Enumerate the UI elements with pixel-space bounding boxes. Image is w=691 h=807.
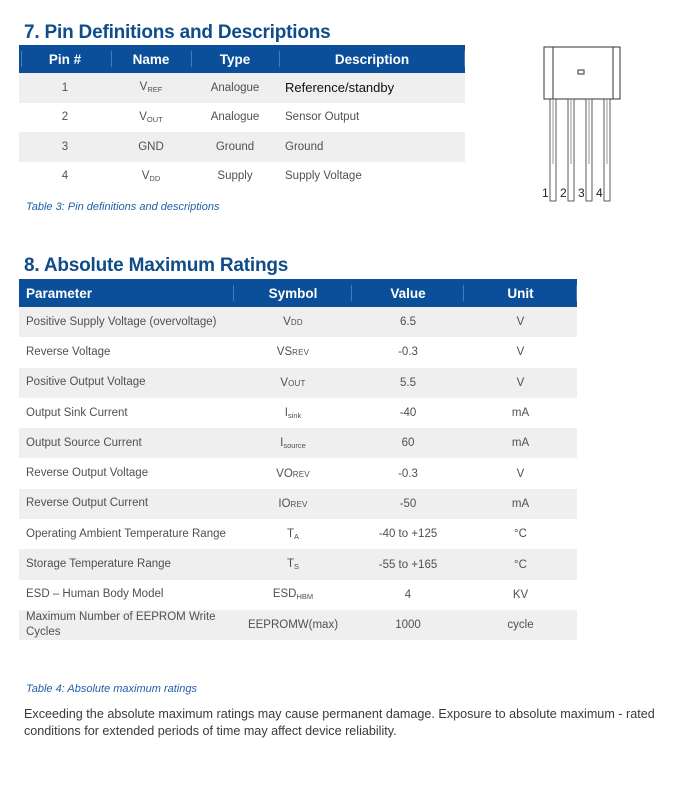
rating-value: -50 bbox=[352, 489, 464, 519]
table-row bbox=[19, 549, 577, 579]
pin-name: GND bbox=[111, 132, 191, 162]
pin-name-subscript: REF bbox=[147, 85, 163, 95]
parameter-name: Output Source Current bbox=[19, 428, 234, 458]
table-row bbox=[19, 132, 465, 162]
rating-unit: °C bbox=[514, 528, 527, 541]
rating-value: -40 to +125 bbox=[378, 528, 438, 541]
symbol-subscript: sink bbox=[287, 410, 302, 420]
pin-name: $V_{REF}$ bbox=[111, 73, 191, 103]
parameter-name: Reverse Output Current bbox=[19, 489, 234, 519]
symbol: VOUT bbox=[234, 368, 352, 398]
symbol: EEPROMW(max) bbox=[234, 610, 352, 640]
symbol-subscript: HBM bbox=[296, 592, 314, 602]
symbol-subscript: REV bbox=[292, 469, 310, 479]
rating-value: 6.5 bbox=[352, 307, 464, 337]
table-row bbox=[19, 489, 577, 519]
parameter-name: Output Sink Current bbox=[26, 406, 128, 419]
header-name: Name bbox=[111, 45, 191, 73]
pin-type: Supply bbox=[217, 170, 253, 183]
pin-description: Sensor Output bbox=[285, 111, 360, 124]
pin-type: Analogue bbox=[191, 73, 279, 103]
pin-name-subscript: DD bbox=[149, 173, 161, 183]
table-row bbox=[19, 368, 577, 398]
table-header-row bbox=[19, 279, 577, 307]
symbol-subscript: REV bbox=[292, 348, 310, 358]
header-description: Description bbox=[279, 45, 465, 73]
pin-description: Ground bbox=[279, 132, 465, 162]
symbol-subscript: REV bbox=[290, 499, 308, 509]
table-row bbox=[19, 610, 577, 640]
pin-name: $V_{OUT}$ bbox=[139, 110, 163, 124]
pin-name-subscript: OUT bbox=[146, 114, 163, 124]
symbol: $ESD_{HBM}$ bbox=[272, 588, 314, 602]
pin-definitions-table bbox=[19, 45, 465, 191]
symbol: VOREV bbox=[276, 467, 310, 480]
symbol: VDD bbox=[234, 307, 352, 337]
rating-value: -0.3 bbox=[398, 346, 418, 359]
table-row bbox=[19, 428, 577, 458]
rating-unit: cycle bbox=[464, 610, 577, 640]
table-4-caption: Table 4: Absolute maximum ratings bbox=[26, 683, 197, 695]
symbol-subscript: source bbox=[283, 440, 306, 450]
rating-value: 60 bbox=[352, 428, 464, 458]
table-row bbox=[19, 580, 577, 610]
header-type: Type bbox=[191, 45, 279, 73]
header-unit: Unit bbox=[464, 279, 577, 307]
parameter-name: Positive Output Voltage bbox=[19, 368, 234, 398]
table-3-caption: Table 3: Pin definitions and descriptions bbox=[26, 201, 220, 213]
rating-value: -0.3 bbox=[398, 467, 418, 480]
package-pin-label: 3 bbox=[578, 186, 585, 200]
table-row bbox=[19, 398, 577, 428]
pin-type: Analogue bbox=[210, 111, 260, 124]
rating-unit: V bbox=[464, 368, 577, 398]
rating-unit: V bbox=[516, 467, 525, 480]
pin-description: Supply Voltage bbox=[285, 170, 362, 183]
section-8-title: 8. Absolute Maximum Ratings bbox=[24, 255, 289, 276]
rating-unit: mA bbox=[511, 407, 530, 420]
header-symbol: Symbol bbox=[234, 279, 352, 307]
section-7-title: 7. Pin Definitions and Descriptions bbox=[24, 22, 331, 43]
table-row bbox=[19, 307, 577, 337]
symbol: $T_S$ bbox=[234, 549, 352, 579]
parameter-name: Storage Temperature Range bbox=[19, 549, 234, 579]
pin-description: Reference/standby bbox=[279, 73, 465, 103]
header-value: Value bbox=[352, 279, 464, 307]
symbol: $I_{sink}$ bbox=[284, 406, 302, 420]
table-row bbox=[19, 458, 577, 488]
parameter-name: Reverse Output Voltage bbox=[26, 467, 149, 480]
pin-number: 1 bbox=[19, 73, 111, 103]
table-row bbox=[19, 162, 465, 192]
header-parameter: Parameter bbox=[19, 279, 234, 307]
package-pin-label: 2 bbox=[560, 186, 567, 200]
rating-unit: °C bbox=[464, 549, 577, 579]
pin-name: $V_{DD}$ bbox=[141, 169, 161, 183]
rating-unit: mA bbox=[464, 428, 577, 458]
parameter-name: Operating Ambient Temperature Range bbox=[26, 527, 226, 540]
rating-value: -55 to +165 bbox=[352, 549, 464, 579]
parameter-name: Positive Supply Voltage (overvoltage) bbox=[19, 307, 234, 337]
parameter-name: Reverse Voltage bbox=[26, 345, 111, 358]
table-row bbox=[19, 519, 577, 549]
table-row bbox=[19, 103, 465, 133]
rating-unit: V bbox=[516, 346, 525, 359]
symbol-subscript: OUT bbox=[288, 378, 306, 388]
symbol: VSREV bbox=[276, 346, 310, 359]
rating-unit: V bbox=[464, 307, 577, 337]
pin-number: 4 bbox=[61, 170, 69, 183]
to92-package-diagram bbox=[538, 44, 632, 206]
table-row bbox=[19, 337, 577, 367]
header-pin: Pin # bbox=[19, 45, 111, 73]
package-pin-label: 1 bbox=[542, 186, 549, 200]
pin-number: 3 bbox=[19, 132, 111, 162]
rating-value: 4 bbox=[404, 588, 412, 601]
package-pin-label: 4 bbox=[596, 186, 603, 200]
parameter-name: ESD – Human Body Model bbox=[26, 588, 164, 601]
rating-unit: KV bbox=[512, 588, 529, 601]
symbol: IOREV bbox=[234, 489, 352, 519]
pin-type: Ground bbox=[191, 132, 279, 162]
symbol-subscript: S bbox=[294, 562, 300, 572]
table-header-row bbox=[19, 45, 465, 73]
rating-unit: mA bbox=[464, 489, 577, 519]
rating-value: 1000 bbox=[352, 610, 464, 640]
table-row bbox=[19, 73, 465, 103]
rating-value: -40 bbox=[399, 407, 417, 420]
package-body bbox=[544, 47, 620, 99]
symbol: $I_{source}$ bbox=[234, 428, 352, 458]
symbol: $T_A$ bbox=[286, 527, 300, 541]
rating-value: 5.5 bbox=[352, 368, 464, 398]
ratings-note: Exceeding the absolute maximum ratings may cause permanent damage. Exposure to absolute maximum - rated conditions for extended periods of time may affect device reliability. bbox=[24, 707, 655, 738]
parameter-name: Maximum Number of EEPROM Write Cycles bbox=[19, 610, 234, 640]
symbol-subscript: A bbox=[294, 531, 300, 541]
symbol-subscript: DD bbox=[290, 318, 303, 328]
pin-number: 2 bbox=[61, 111, 69, 124]
absolute-max-ratings-table bbox=[19, 279, 577, 640]
